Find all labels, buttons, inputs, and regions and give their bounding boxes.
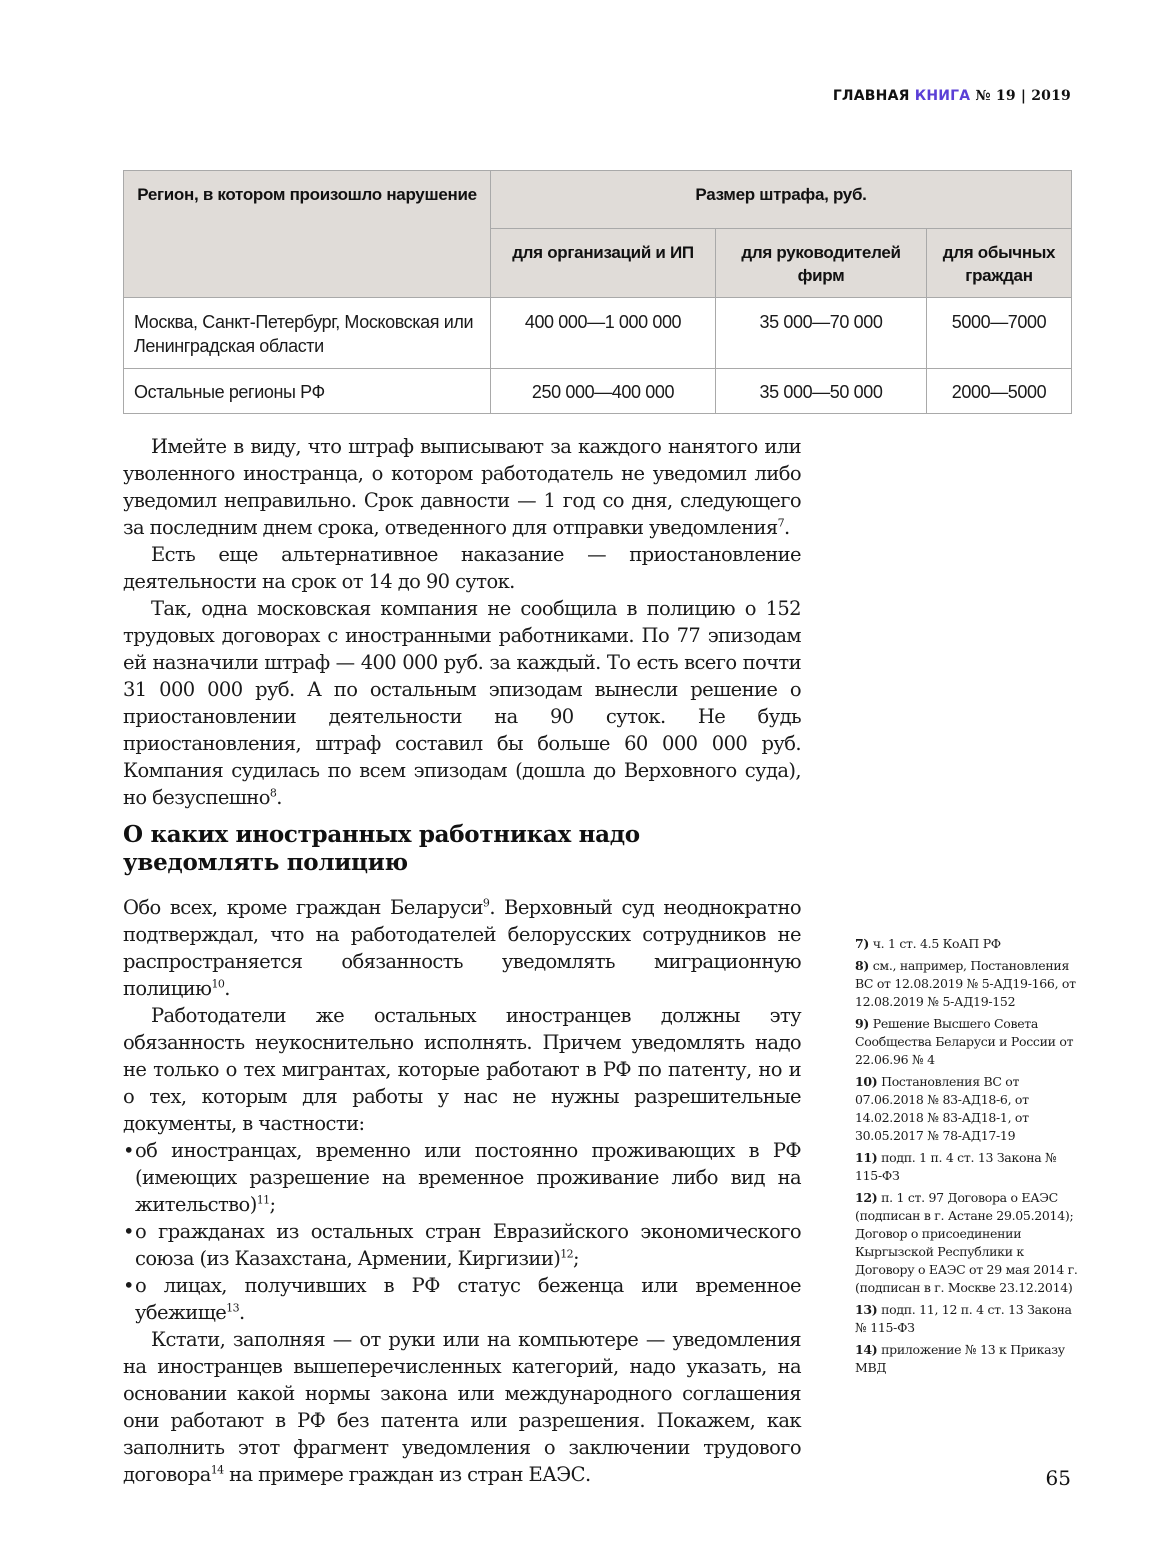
header-region: Регион, в котором произошло нарушение [124,171,491,298]
footnote-ref: 11 [256,1193,270,1207]
paragraph: Работодатели же остальных иностранцев должны эту обязанность неукоснительно исполнять. Причем уведомлять надо не только о тех мигрантах, которые работают в РФ по патенту, но и о тех, которым для работы у нас не нужны разрешительные документы, в частности: [123,1004,801,1135]
cell-org-fine: 400 000—1 000 000 [491,298,716,369]
footnote: 14) приложение № 13 к Приказу МВД [855,1342,1065,1375]
magazine-title-part1: ГЛАВНАЯ [832,88,910,104]
footnote-ref: 12 [560,1247,574,1261]
cell-citizen-fine: 5000—7000 [927,298,1072,369]
cell-citizen-fine: 2000—5000 [927,369,1072,414]
footnotes-column [855,935,1080,1381]
paragraph: Имейте в виду, что штраф выписывают за каждого нанятого или уволенного иностранца, о котором работодатель не уведомил либо уведомил неправильно. Срок давности — 1 год со дня, следующего за последним днем срока, отведенного для отправки уведомления$^7$. [123,435,801,539]
footnote: 8) см., например, Постановления ВС от 12.08.2019 № 5-АД19-166, от 12.08.2019 № 5-АД19-152 [855,958,1076,1009]
footnote-ref: 10 [211,977,225,991]
table-row [124,369,1072,414]
bullet-list [123,1137,801,1326]
table-row [124,298,1072,369]
footnote: 12) п. 1 ст. 97 Договора о ЕАЭС (подписан в г. Астане 29.05.2014); Договор о присоединении Кыргызской Республики к Договору о ЕАЭС от 29 мая 2014 г. (подписан в г. Москве 23.12.2014) [855,1190,1078,1295]
footnote-ref: 14 [210,1463,224,1477]
fines-table [123,170,1072,414]
header-citizens: для обычных граждан [927,229,1072,298]
footnote-ref: 13 [226,1301,239,1315]
cell-head-fine: 35 000—50 000 [716,369,927,414]
paragraph: Так, одна московская компания не сообщила в полицию о 152 трудовых договорах с иностранными работниками. По 77 эпизодам ей назначили штраф — 400 000 руб. за каждый. То есть всего почти 31 000 000 руб. А по остальным эпизодам вынесли решение о приостановлении деятельности на 90 суток. Не будь приостановления, штраф составил бы больше 60 000 000 руб. Компания судилась по всем эпизодам (дошла до Верховного суда), но безуспешно$^8$. [123,597,801,809]
footnote: 11) подп. 1 п. 4 ст. 13 Закона № 115-ФЗ [855,1150,1057,1183]
footnote: 7) ч. 1 ст. 4.5 КоАП РФ [855,936,1001,951]
cell-region: Москва, Санкт-Петербург, Московская или Ленинградская области [124,298,491,369]
body-text-lower [123,894,801,1488]
section-title: О каких иностранных работниках надо уведомлять полицию [123,821,640,876]
issue-number: № 19 | 2019 [975,88,1071,104]
footnote: 9) Решение Высшего Совета Сообщества Беларуси и России от 22.06.96 № 4 [855,1016,1074,1067]
list-item: • о лицах, получивших в РФ статус беженца или временное убежище$^{13}$. [123,1272,801,1326]
footnote: 10) Постановления ВС от 07.06.2018 № 83-АД18-6, от 14.02.2018 № 83-АД18-1, от 30.05.2017 № 78-АД17-19 [855,1074,1029,1143]
paragraph: Есть еще альтернативное наказание — приостановление деятельности на срок от 14 до 90 суток. [123,543,801,593]
list-item: • об иностранцах, временно или постоянно проживающих в РФ (имеющих разрешение на временное проживание либо вид на жительство)$^{11}$; [123,1137,801,1218]
body-text-upper [123,433,801,811]
footnote-ref: 8 [269,786,277,800]
cell-region: Остальные регионы РФ [124,369,491,414]
cell-head-fine: 35 000—70 000 [716,298,927,369]
header-fine-amount: Размер штрафа, руб. [491,171,1072,229]
list-item: • о гражданах из остальных стран Евразийского экономического союза (из Казахстана, Армении, Киргизии)$^{12}$; [123,1218,801,1272]
paragraph: Кстати, заполняя — от руки или на компьютере — уведомления на иностранцев вышеперечисленных категорий, надо указать, на основании какой нормы закона или международного соглашения они работают в РФ без патента или разрешения. Покажем, как заполнить этот фрагмент уведомления о заключении трудового договора$^{14}$ на примере граждан из стран ЕАЭС. [123,1328,801,1486]
running-head [833,88,1071,104]
magazine-title-part2: КНИГА [914,88,971,104]
paragraph: Обо всех, кроме граждан Беларуси$^9$. Верховный суд неоднократно подтверждал, что на работодателей белорусских сотрудников не распространяется обязанность уведомлять миграционную полицию$^{10}$. [123,896,801,1000]
footnote-ref: 7 [777,516,784,530]
cell-org-fine: 250 000—400 000 [491,369,716,414]
footnote-ref: 9 [482,896,490,910]
page-number: 65 [1045,1466,1071,1490]
header-organizations: для организаций и ИП [491,229,716,298]
footnote: 13) подп. 11, 12 п. 4 ст. 13 Закона № 115-ФЗ [855,1302,1072,1335]
header-managers: для руководителей фирм [716,229,927,298]
